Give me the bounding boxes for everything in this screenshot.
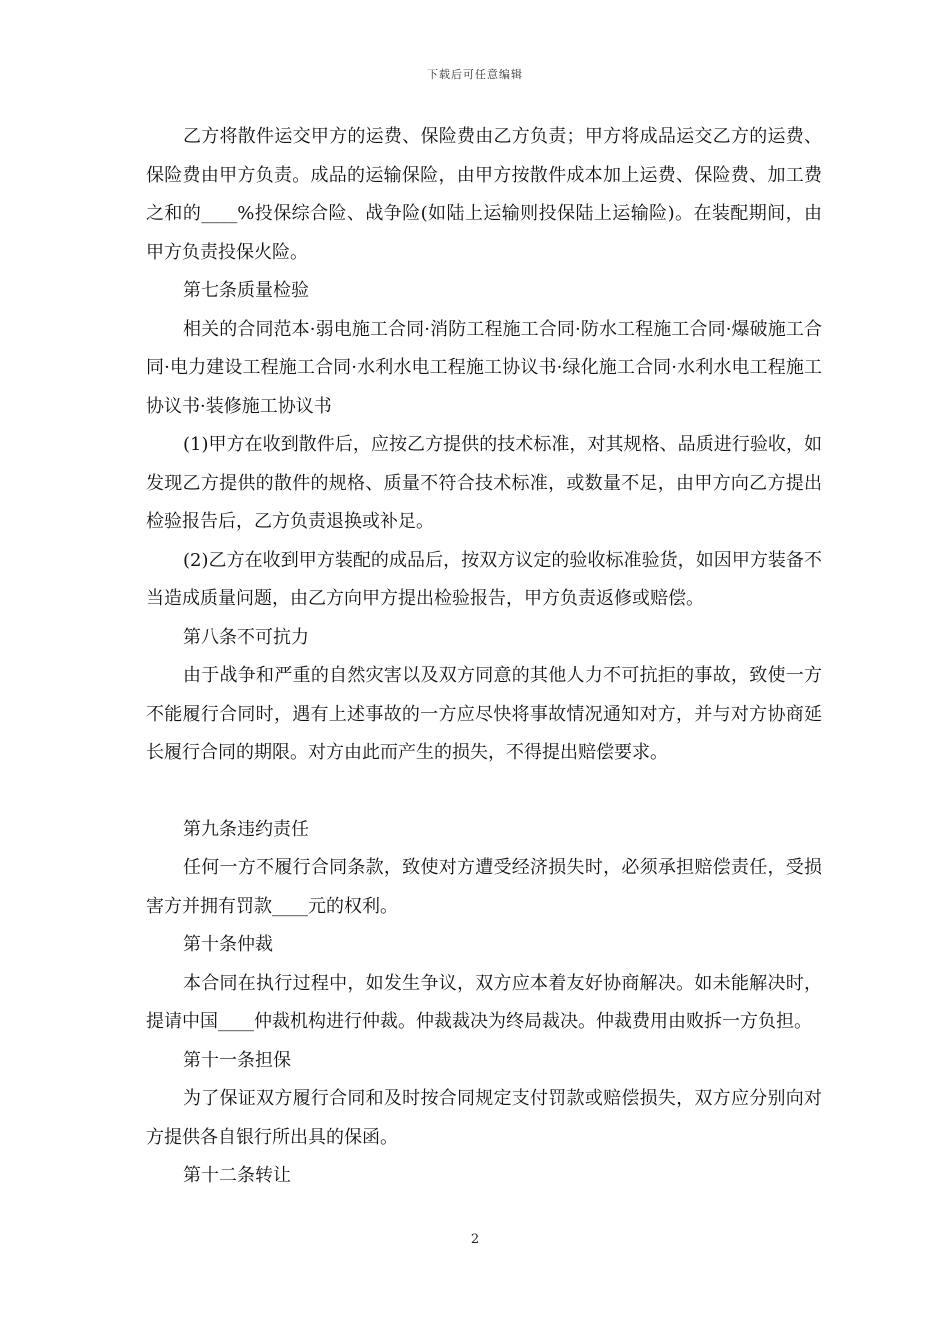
paragraph-force-majeure: 由于战争和严重的自然灾害以及双方同意的其他人力不可抗拒的事故，致使一方不能履行合同时，遇有上述事故的一方应尽快将事故情况通知对方，并与对方协商延长履行合同的期限。对方由此而产生的损失，不得提出赔偿要求。 <box>146 665 822 763</box>
article-12-heading: 第十二条转让 <box>183 1165 291 1186</box>
article-11-heading: 第十一条担保 <box>183 1049 291 1071</box>
article-9-heading: 第九条违约责任 <box>183 818 309 840</box>
article-7-heading: 第七条质量检验 <box>183 280 309 301</box>
related-contracts-paragraph: 相关的合同范本·弱电施工合同·消防工程施工合同·防水工程施工合同·爆破施工合同·电力建设工程施工合同·水利水电工程施工协议书·绿化施工合同·水利水电工程施工协议书·装修施工协议书 <box>146 318 822 417</box>
blank-line <box>146 773 822 811</box>
page-number: 2 <box>470 1232 480 1247</box>
paragraph-liability: 任何一方不履行合同条款，致使对方遭受经济损失时，必须承担赔偿责任，受损害方并拥有罚款____元的权利。 <box>146 857 822 917</box>
page-header: 下载后可任意编辑 <box>427 68 523 81</box>
paragraph-inspection-1: (1)甲方在收到散件后，应按乙方提供的技术标准，对其规格、品质进行验收，如发现乙方提供的散件的规格、质量不符合技术标准，或数量不足，由甲方向乙方提出检验报告后，乙方负责退换或补足。 <box>146 434 822 532</box>
paragraph-inspection-2: (2)乙方在收到甲方装配的成品后，按双方议定的验收标准验货，如因甲方装备不当造成质量问题，由乙方向甲方提出检验报告，甲方负责返修或赔偿。 <box>146 549 822 609</box>
article-8-heading: 第八条不可抗力 <box>183 626 309 648</box>
paragraph-shipping-insurance: 乙方将散件运交甲方的运费、保险费由乙方负责；甲方将成品运交乙方的运费、保险费由甲方负责。成品的运输保险，由甲方按散件成本加上运费、保险费、加工费之和的____%投保综合险、战争险(如陆上运输则投保陆上运输险)。在装配期间，由甲方负责投保火险。 <box>146 126 822 263</box>
document-body <box>146 118 822 1196</box>
article-10-heading: 第十条仲裁 <box>183 934 273 955</box>
paragraph-guarantee: 为了保证双方履行合同和及时按合同规定支付罚款或赔偿损失，双方应分别向对方提供各自银行所出具的保函。 <box>146 1088 822 1148</box>
paragraph-arbitration: 本合同在执行过程中，如发生争议，双方应本着友好协商解决。如未能解决时，提请中国____仲裁机构进行仲裁。仲裁裁决为终局裁决。仲裁费用由败拆一方负担。 <box>146 972 822 1032</box>
